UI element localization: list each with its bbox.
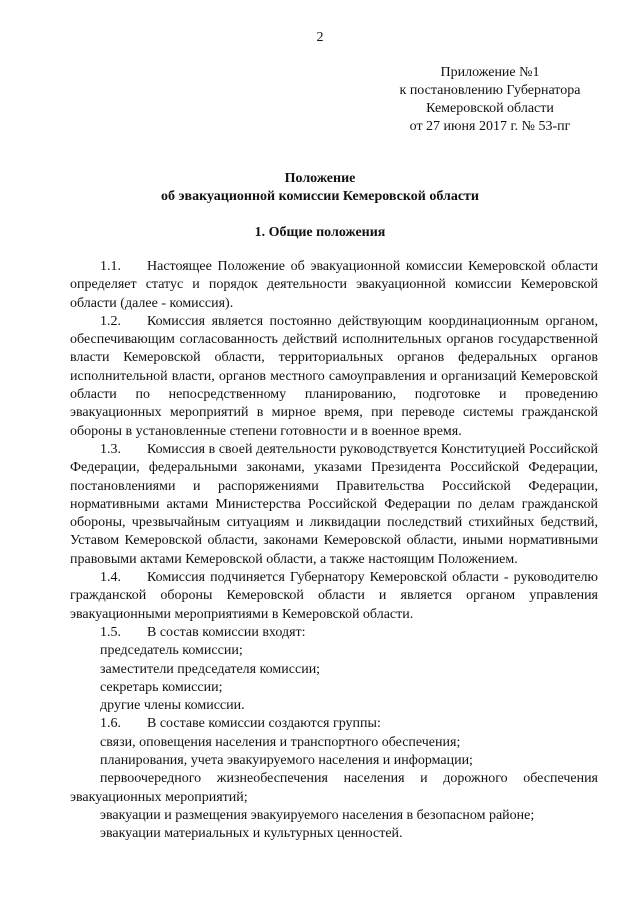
paragraph-text: Комиссия в своей деятельности руководствуется Конституцией Российской Федерации, федеральными законами, указами Президента Российской Федерации, постановлениями и распоряжениями Правительства Российской Федерации, нормативными актами Министерства Российской Федерации по делам гражданской обороны, чрезвычайным ситуациям и ликвидации последствий стихийных бедствий, Уставом Кемеровской области, законами Кемеровской области, иными нормативными правовыми актами Кемеровской области, а также настоящим Положением. — [70, 441, 598, 567]
paragraph-number: 1.2. — [100, 313, 121, 329]
page-number: 2 — [316, 30, 324, 45]
list-item: планирования, учета эвакуируемого населения и информации; — [100, 753, 473, 769]
paragraph-number: 1.4. — [100, 570, 121, 586]
list-item: эвакуации и размещения эвакуируемого населения в безопасном районе; — [100, 807, 535, 823]
paragraph-number: 1.5. — [100, 624, 121, 640]
list-item: другие члены комиссии. — [100, 698, 245, 714]
list-item: председатель комиссии; — [100, 643, 243, 659]
paragraph — [70, 715, 598, 733]
paragraph — [70, 569, 598, 624]
list-item: секретарь комиссии; — [100, 679, 223, 695]
appendix-line: Приложение №1 — [440, 65, 540, 80]
paragraph — [70, 313, 598, 441]
appendix-header — [360, 64, 620, 136]
appendix-line: Кемеровской области — [426, 101, 554, 116]
list-item: эвакуации материальных и культурных ценностей. — [100, 826, 403, 842]
appendix-line: от 27 июня 2017 г. № 53-пг — [409, 119, 571, 134]
paragraph-number: 1.3. — [100, 441, 121, 457]
document-title-line: Положение — [284, 171, 356, 186]
paragraph — [70, 624, 598, 642]
document-body — [70, 258, 598, 844]
paragraph-text: Комиссия является постоянно действующим координационным органом, обеспечивающим согласованность действий исполнительных органов государственной власти Кемеровской области, территориальных органов федеральных органов исполнительной власти, органов местного самоуправления и организаций Кемеровской области по непосредственному планированию, подготовке и проведению эвакуационных мероприятий в мирное время, при переводе системы гражданской обороны в установленные степени готовности и в военное время. — [70, 313, 598, 439]
paragraph — [70, 441, 598, 569]
appendix-line: к постановлению Губернатора — [399, 83, 581, 98]
document-title — [0, 170, 640, 206]
list-item: заместители председателя комиссии; — [100, 661, 321, 677]
list-item: первоочередного жизнеобеспечения населения и дорожного обеспечения эвакуационных мероприятий; — [70, 771, 598, 805]
paragraph — [70, 258, 598, 313]
paragraph-text: В состав комиссии входят: — [147, 624, 306, 640]
paragraph-text: В составе комиссии создаются группы: — [147, 716, 381, 732]
paragraph-number: 1.6. — [100, 716, 121, 732]
document-title-line: об эвакуационной комиссии Кемеровской области — [161, 189, 479, 204]
paragraph-text: Комиссия подчиняется Губернатору Кемеровской области - руководителю гражданской обороны Кемеровской области и является органом управления эвакуационными мероприятиями в Кемеровской области. — [70, 570, 598, 622]
paragraph-number: 1.1. — [100, 259, 121, 274]
paragraph-text: Настоящее Положение об эвакуационной комиссии Кемеровской области определяет статус и порядок деятельности эвакуационной комиссии Кемеровской области (далее - комиссия). — [70, 259, 598, 311]
section-title: 1. Общие положения — [254, 225, 386, 240]
list-item: связи, оповещения населения и транспортного обеспечения; — [100, 734, 461, 750]
